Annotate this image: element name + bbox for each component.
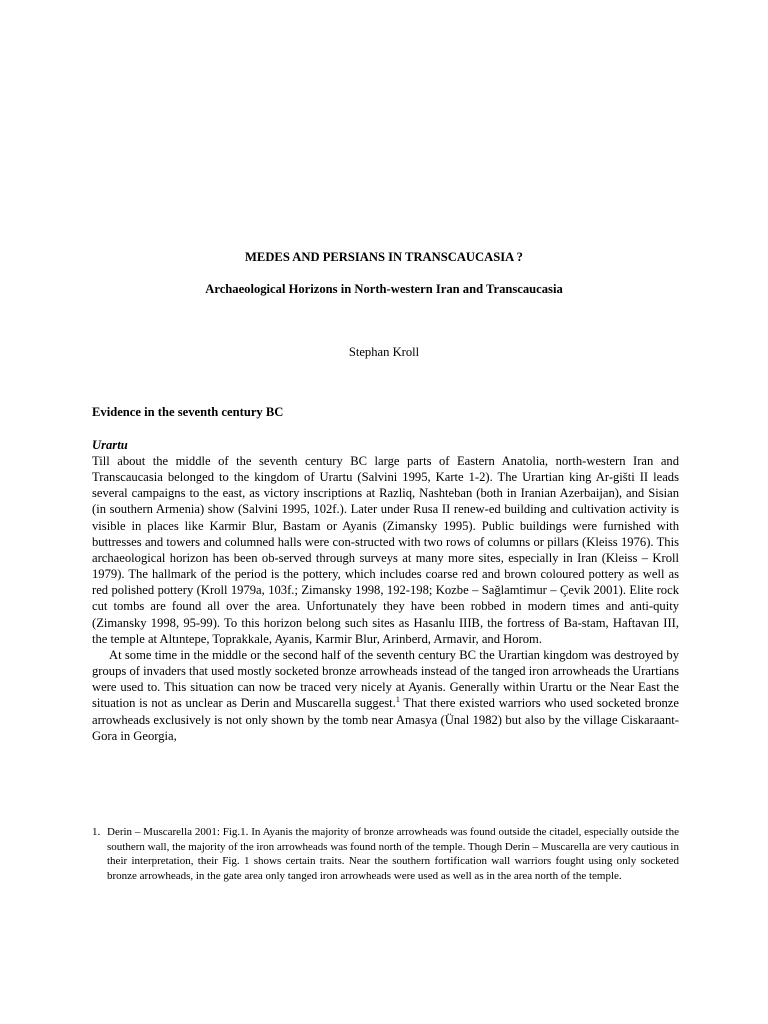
subsection-heading: Urartu [92, 438, 128, 452]
paper-subtitle: Archaeological Horizons in North-western Iran and Transcaucasia [205, 282, 563, 296]
footnote [92, 825, 679, 883]
footnote-text: Derin – Muscarella 2001: Fig.1. In Ayanis the majority of bronze arrowheads was found outside the citadel, especially outside the southern wall, the majority of the iron arrowheads was found north of the temple. Though Derin – Muscarella are very cautious in their interpretation, their Fig. 1 shows certain traits. Near the southern fortification wall warriors fought using only socketed bronze arrowheads, in the gate area only tanged iron arrowheads were used as well as in the area north of the temple. [107, 826, 679, 882]
section-heading: Evidence in the seventh century BC [92, 405, 284, 419]
paragraph-2-text-before-note: At some time in the middle or the second half of the seventh century BC the Urartian kingdom was destroyed by groups of invaders that used mostly socketed bronze arrowheads instead of the tanged iron arrowheads the Urartians were used to. This situation can now be traced very nicely at Ayanis. Generally within Urartu or the Near East the situation is not as unclear as Derin and Muscarella suggest. [92, 647, 679, 711]
author-name: Stephan Kroll [348, 345, 420, 359]
paper-title: MEDES AND PERSIANS IN TRANSCAUCASIA ? [245, 250, 523, 264]
paragraph-2 [92, 647, 679, 744]
body-text [92, 453, 679, 744]
footnote-number: 1. [92, 826, 101, 838]
footnote-reference: 1 [395, 695, 400, 705]
paragraph-1: Till about the middle of the seventh century BC large parts of Eastern Anatolia, north-western Iran and Transcaucasia belonged to the kingdom of Urartu (Salvini 1995, Karte 1-2). The Urartian king Ar-gišti II leads several campaigns to the east, as victory inscriptions at Razliq, Nashteban (both in Iranian Azerbaijan), and Sisian (in southern Armenia) show (Salvini 1995, 102f.). Later under Rusa II renew-ed building and cultivation activity is visible in places like Karmir Blur, Bastam or Ayanis (Zimansky 1995). Public buildings were furnished with buttresses and towers and columned halls were con-structed with two rows of columns or pillars (Kleiss 1976). This archaeological horizon has been ob-served through surveys at many more sites, especially in Iran (Kleiss – Kroll 1979). The hallmark of the period is the pottery, which includes coarse red and brown coloured pottery as well as red polished pottery (Kroll 1979a, 103f.; Zimansky 1998, 192-198; Kozbe – Sağlamtimur – Çevik 2001). Elite rock cut tombs are found all over the area. Unfortunately they have been robbed in modern times and anti-quity (Zimansky 1998, 95-99). To this horizon belong such sites as Hasanlu IIIB, the fortress of Ba-stam, Haftavan III, the temple at Altıntepe, Toprakkale, Ayanis, Karmir Blur, Arinberd, Armavir, and Horom. [92, 454, 679, 646]
paragraph-2-text-after-note: That there existed warriors who used socketed bronze arrowheads exclusively is not only shown by the tomb near Amasya (Ünal 1982) but also by the village Ciskaraant-Gora in Georgia, [92, 696, 679, 743]
